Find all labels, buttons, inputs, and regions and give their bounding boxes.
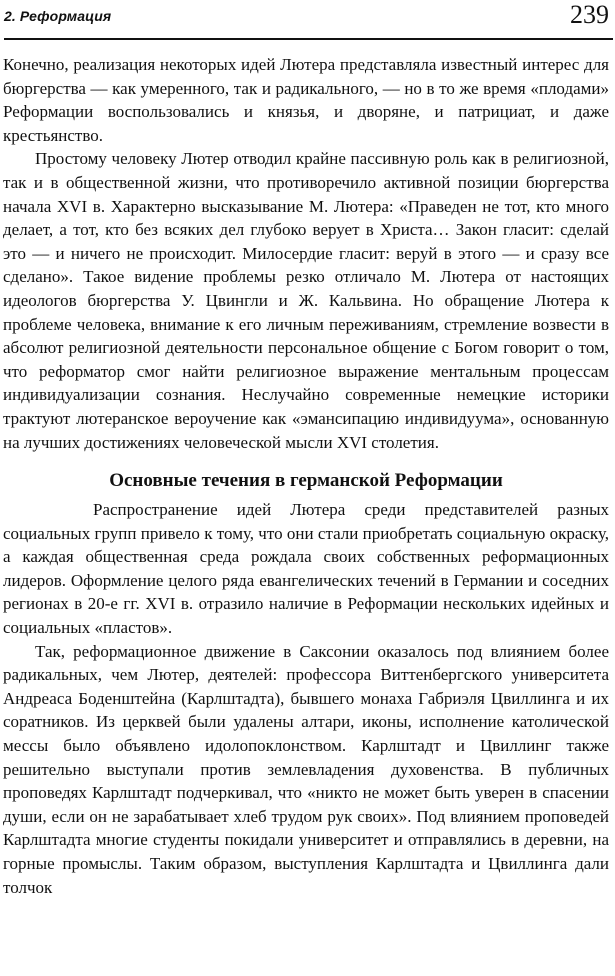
page-number: 239 xyxy=(570,0,609,29)
chapter-title: 2. Реформация xyxy=(4,8,112,24)
paragraph: Так, реформационное движение в Саксонии оказалось под влиянием более радикальных, чем Лютер, деятелей: профессора Виттенбергского университета Андреаса Боденштейна (Карлштадта), бывшего монаха Габриэля Цвиллинга и их соратников. Из церквей были удалены алтари, иконы, исполнение католической мессы было объявлено идолопоклонством. Карлштадт и Цвиллинг также решительно выступали против землевладения духовенства. В публичных проповедях Карлштадт подчеркивал, что «никто не может быть уверен в спасении души, если он не зарабатывает хлеб трудом рук своих». Под влиянием проповедей Карлштадта многие студенты покидали университет и отправлялись в деревни, на горные промыслы. Таким образом, выступления Карлштадта и Цвиллинга дали толчок xyxy=(3,641,609,897)
section-heading: Основные течения в германской Реформации xyxy=(109,470,503,492)
paragraph: Распространение идей Лютера среди представителей разных социальных групп привело к тому, что они стали приобретать социальную окраску, а каждая общественная среда рождала своих собственных реформационных лидеров. Оформление целого ряда евангелических течений в Германии и соседних регионах в 20-е гг. XVI в. отразило наличие в Реформации нескольких идейных и социальных «пластов». xyxy=(3,500,609,638)
running-header xyxy=(4,2,613,40)
body-text xyxy=(3,53,609,899)
paragraph: Простому человеку Лютер отводил крайне пассивную роль как в религиозной, так и в общественной жизни, что противоречило активной позиции бюргерства начала XVI в. Характерно высказывание М. Лютера: «Праведен не тот, кто много делает, а тот, кто без всяких дел глубоко верует в Христа… Закон гласит: сделай это — и ничего не происходит. Милосердие гласит: веруй в этого — и сразу все сделано». Такое видение проблемы резко отличало М. Лютера от настоящих идеологов бюргерства У. Цвингли и Ж. Кальвина. Но обращение Лютера к проблеме человека, внимание к его личным переживаниям, стремление возвести в абсолют религиозной деятельности персональное общение с Богом говорит о том, что реформатор смог найти религиозное выражение ментальным процессам индивидуализации сознания. Неслучайно современные немецкие историки трактуют лютеранское вероучение как «эмансипацию индивидуума», основанную на лучших достижениях человеческой мысли XVI столетия. xyxy=(3,149,609,452)
paragraph: Конечно, реализация некоторых идей Лютера представляла известный интерес для бюргерства — как умеренного, так и радикального, — но в то же время «плодами» Реформации воспользовались и князья, и дворяне, и патрициат, и даже крестьянство. xyxy=(3,55,609,145)
